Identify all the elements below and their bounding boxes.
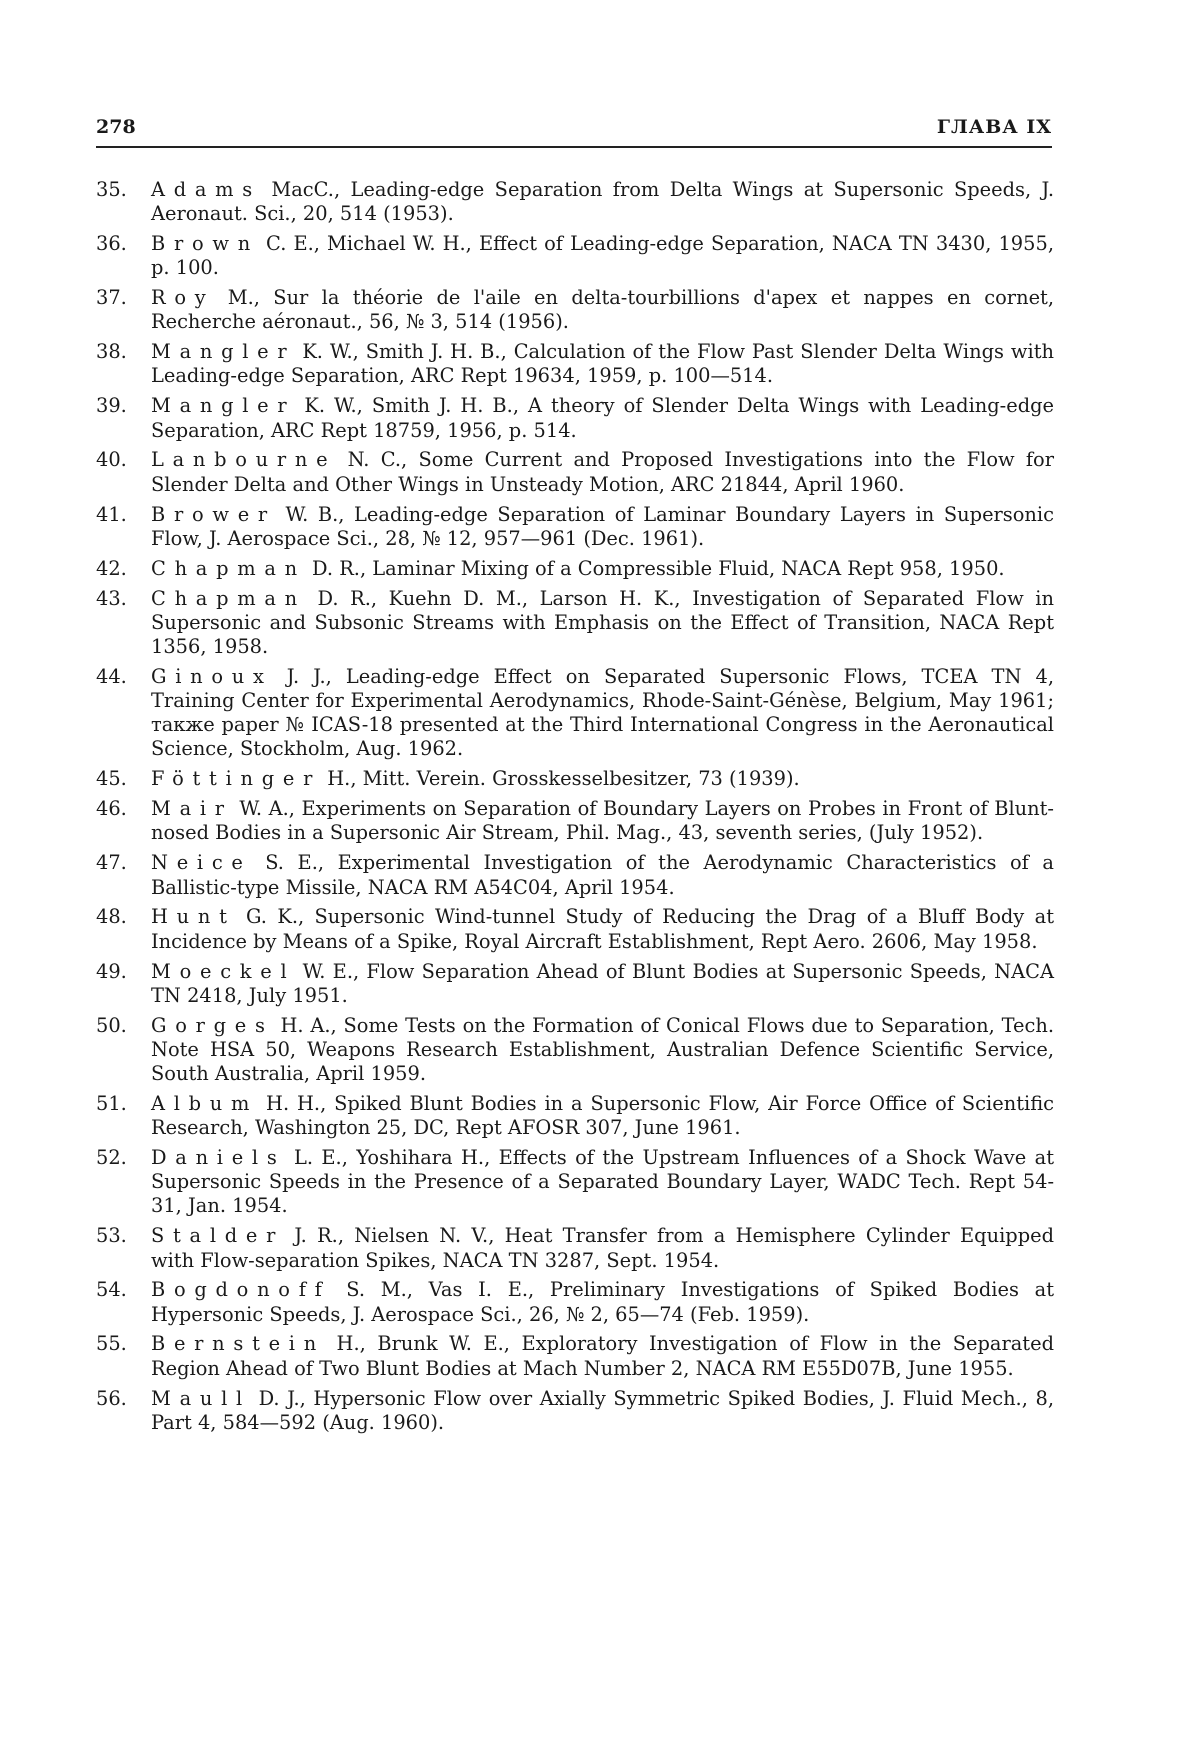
- reference-text: L. E., Yoshihara H., Effects of the Upstream Influences of a Shock Wave at Supersonic Speeds in the Presence of a Separated Boundary Layer, WADC Tech. Rept 54-31, Jan. 1954.: [151, 1146, 1054, 1218]
- reference-text: K. W., Smith J. H. B., A theory of Slender Delta Wings with Leading-edge Separation, ARC Rept 18759, 1956, p. 514.: [151, 394, 1054, 442]
- reference-text: H. A., Some Tests on the Formation of Conical Flows due to Separation, Tech. Note HSA 50, Weapons Research Establishment, Australian Defence Scientific Service, South Australia, April 1959.: [151, 1013, 1054, 1086]
- reference-text: M., Sur la théorie de l'aile en delta-tourbillions d'apex et nappes en cornet, Recherche aéronaut., 56, № 3, 514 (1956).: [151, 286, 1054, 334]
- reference-author: Daniels: [151, 1146, 286, 1169]
- reference-text: N. C., Some Current and Proposed Investigations into the Flow for Slender Delta and Other Wings in Unsteady Motion, ARC 21844, April 1960.: [151, 448, 1054, 496]
- reference-entry: [96, 1332, 1054, 1380]
- reference-entry: [96, 587, 1054, 660]
- reference-author: Maull: [151, 1386, 251, 1410]
- reference-text: H., Brunk W. E., Exploratory Investigation of Flow in the Separated Region Ahead of Two Blunt Bodies at Mach Number 2, NACA RM E55D07B, June 1955.: [151, 1332, 1054, 1380]
- reference-author: Föttinger: [151, 767, 322, 791]
- reference-author: Mangler: [151, 394, 296, 418]
- reference-number: 45.: [96, 767, 127, 791]
- reference-entry: [96, 557, 1054, 581]
- reference-author: Chapman: [151, 556, 306, 580]
- reference-number: 48.: [96, 905, 127, 929]
- reference-number: 56.: [96, 1386, 127, 1410]
- reference-number: 42.: [96, 556, 127, 580]
- reference-number: 54.: [96, 1278, 127, 1302]
- reference-entry: [96, 851, 1054, 899]
- reference-number: 44.: [96, 664, 127, 688]
- reference-author: Moeckel: [151, 959, 296, 983]
- reference-number: 43.: [96, 586, 127, 610]
- reference-entry: [96, 232, 1054, 280]
- reference-entry: [96, 1014, 1054, 1087]
- reference-author: Chapman: [151, 586, 306, 610]
- reference-text: W. B., Leading-edge Separation of Laminar Boundary Layers in Supersonic Flow, J. Aerospace Sci., 28, № 12, 957—961 (Dec. 1961).: [151, 502, 1054, 550]
- reference-entry: [96, 394, 1054, 442]
- reference-number: 51.: [96, 1091, 127, 1115]
- reference-entry: [96, 503, 1054, 551]
- reference-author: Ginoux: [151, 664, 273, 688]
- reference-entry: [96, 1092, 1054, 1140]
- page-number: 278: [96, 116, 136, 138]
- running-head: ГЛАВА IX: [936, 116, 1052, 138]
- reference-text: D. J., Hypersonic Flow over Axially Symmetric Spiked Bodies, J. Fluid Mech., 8, Part 4, 584—592 (Aug. 1960).: [151, 1386, 1054, 1434]
- reference-entry: [96, 1224, 1054, 1272]
- reference-list: [96, 178, 1054, 1441]
- header-rule: [96, 146, 1052, 148]
- reference-entry: [96, 1146, 1054, 1219]
- reference-number: 47.: [96, 851, 127, 875]
- reference-entry: [96, 767, 1054, 791]
- reference-number: 38.: [96, 340, 127, 364]
- reference-text: S. E., Experimental Investigation of the Aerodynamic Characteristics of a Ballistic-type Missile, NACA RM A54C04, April 1954.: [151, 851, 1054, 899]
- reference-author: Adams: [151, 178, 261, 201]
- reference-entry: [96, 665, 1054, 762]
- reference-text: S. M., Vas I. E., Preliminary Investigations of Spiked Bodies at Hypersonic Speeds, J. Aerospace Sci., 26, № 2, 65—74 (Feb. 1959).: [151, 1278, 1054, 1326]
- reference-number: 55.: [96, 1332, 127, 1356]
- reference-number: 35.: [96, 178, 127, 201]
- reference-entry: [96, 960, 1054, 1008]
- reference-entry: [96, 340, 1054, 388]
- reference-number: 37.: [96, 286, 127, 310]
- reference-author: Brower: [151, 502, 276, 526]
- reference-number: 40.: [96, 448, 127, 472]
- reference-number: 50.: [96, 1013, 127, 1037]
- reference-text: K. W., Smith J. H. B., Calculation of the Flow Past Slender Delta Wings with Leading-edge Separation, ARC Rept 19634, 1959, p. 100—514.: [151, 340, 1054, 388]
- reference-number: 36.: [96, 232, 127, 256]
- reference-entry: [96, 1387, 1054, 1435]
- reference-entry: [96, 448, 1054, 496]
- reference-text: D. R., Kuehn D. M., Larson H. K., Investigation of Separated Flow in Supersonic and Subsonic Streams with Emphasis on the Effect of Transition, NACA Rept 1356, 1958.: [151, 586, 1054, 658]
- reference-text: H., Mitt. Verein. Grosskesselbesitzer, 73 (1939).: [321, 767, 800, 791]
- reference-author: Stalder: [151, 1224, 285, 1248]
- reference-author: Brown: [151, 232, 259, 256]
- reference-author: Gorges: [151, 1013, 274, 1037]
- reference-text: C. E., Michael W. H., Effect of Leading-edge Separation, NACA TN 3430, 1955, p. 100.: [151, 232, 1054, 280]
- reference-entry: [96, 905, 1054, 953]
- reference-author: Mair: [151, 797, 233, 821]
- reference-text: W. A., Experiments on Separation of Boundary Layers on Probes in Front of Blunt-nosed Bodies in a Supersonic Air Stream, Phil. Mag., 43, seventh series, (July 1952).: [151, 797, 1054, 845]
- reference-author: Hunt: [151, 905, 236, 929]
- reference-author: Bernstein: [151, 1332, 325, 1356]
- reference-text: MacC., Leading-edge Separation from Delta Wings at Supersonic Speeds, J. Aeronaut. Sci., 20, 514 (1953).: [151, 178, 1054, 226]
- reference-text: J. R., Nielsen N. V., Heat Transfer from a Hemisphere Cylinder Equipped with Flow-separation Spikes, NACA TN 3287, Sept. 1954.: [151, 1224, 1054, 1272]
- reference-entry: [96, 286, 1054, 334]
- reference-author: Lanbourne: [151, 448, 337, 472]
- reference-number: 41.: [96, 502, 127, 526]
- reference-author: Album: [151, 1091, 259, 1115]
- reference-author: Neice: [151, 851, 252, 875]
- reference-number: 39.: [96, 394, 127, 418]
- reference-number: 46.: [96, 797, 127, 821]
- reference-text: J. J., Leading-edge Effect on Separated Supersonic Flows, TCEA TN 4, Training Center for Experimental Aerodynamics, Rhode-Saint-Génèse, Belgium, May 1961; также paper № ICAS-18 presented at the Third International Congress in the Aeronautical Science, Stockholm, Aug. 1962.: [151, 664, 1054, 761]
- reference-author: Mangler: [151, 340, 296, 364]
- reference-number: 53.: [96, 1224, 127, 1248]
- reference-text: H. H., Spiked Blunt Bodies in a Supersonic Flow, Air Force Office of Scientific Research, Washington 25, DC, Rept AFOSR 307, June 1961.: [151, 1091, 1054, 1140]
- reference-text: D. R., Laminar Mixing of a Compressible Fluid, NACA Rept 958, 1950.: [305, 556, 1005, 580]
- reference-text: G. K., Supersonic Wind-tunnel Study of Reducing the Drag of a Bluff Body at Incidence by Means of a Spike, Royal Aircraft Establishment, Rept Aero. 2606, May 1958.: [151, 905, 1054, 953]
- reference-entry: [96, 1278, 1054, 1326]
- reference-number: 52.: [96, 1146, 127, 1169]
- reference-entry: [96, 178, 1054, 226]
- reference-author: Bogdonoff: [151, 1278, 331, 1302]
- page-header: [96, 116, 1052, 146]
- reference-text: W. E., Flow Separation Ahead of Blunt Bodies at Supersonic Speeds, NACA TN 2418, July 1951.: [151, 959, 1054, 1007]
- reference-author: Roy: [151, 286, 215, 310]
- reference-number: 49.: [96, 959, 127, 983]
- reference-entry: [96, 797, 1054, 845]
